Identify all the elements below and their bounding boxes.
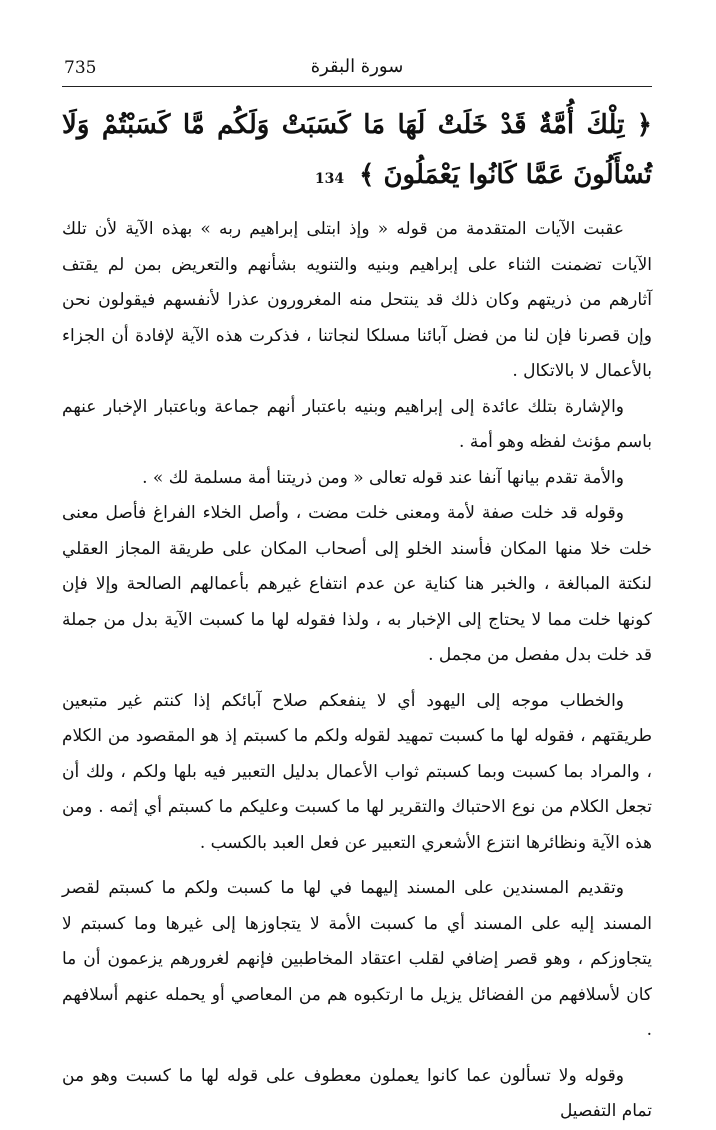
- quran-verse: [62, 100, 652, 204]
- verse-number: 134: [314, 171, 345, 187]
- page-header: [62, 52, 652, 87]
- commentary-body: [62, 212, 652, 1130]
- surah-title: سورة البقرة: [310, 56, 404, 77]
- paragraph: والخطاب موجه إلى اليهود أي لا ينفعكم صلاح آبائكم إذا كنتم غير متبعين طريقتهم ، فقوله لها ما كسبت تمهيد لقوله ولكم ما كسبتم إذ هو المقصود من الكلام ، والمراد بما كسبت وبما كسبتم ثواب الأعمال بدليل التعبير فيه بلها ولكم ، ولك أن تجعل الكلام من نوع الاحتباك والتقرير لها ما كسبت وعليكم ما كسبتم أي إثمه . ومن هذه الآية ونظائرها انتزع الأشعري التعبير عن فعل العبد بالكسب .: [62, 690, 652, 853]
- paragraph: والأمة تقدم بيانها آنفا عند قوله تعالى « ومن ذريتنا أمة مسلمة لك » .: [142, 467, 624, 488]
- paragraph: وقوله قد خلت صفة لأمة ومعنى خلت مضت ، وأصل الخلاء الفراغ فأصل معنى خلت خلا منها المكان فأسند الخلو إلى أصحاب المكان على طريقة المجاز العقلي لنكتة المبالغة ، والخبر هنا كناية عن عدم انتفاع غيرهم بأعمالهم الصالحة وإلا فإن كونها خلت مما لا يحتاج إلى الإخبار به ، ولذا فقوله لها ما كسبت الآية بدل من جملة قد خلت بدل مفصل من مجمل .: [62, 503, 652, 665]
- paragraph: وقوله ولا تسألون عما كانوا يعملون معطوف على قوله لها ما كسبت وهو من تمام التفصيل: [62, 1065, 652, 1121]
- paragraph: والإشارة بتلك عائدة إلى إبراهيم وبنيه باعتبار أنهم جماعة وباعتبار الإخبار عنهم باسم مؤنث لفظه وهو أمة .: [62, 396, 652, 452]
- verse-text: ﴿ تِلْكَ أُمَّةٌ قَدْ خَلَتْ لَهَا مَا كَسَبَتْ وَلَكُم مَّا كَسَبْتُمْ وَلَا تُسْأَلُونَ عَمَّا كَانُوا يَعْمَلُونَ ﴾: [62, 110, 652, 190]
- page-number: 735: [64, 58, 97, 78]
- paragraph: وتقديم المسندين على المسند إليهما في لها ما كسبت ولكم ما كسبتم لقصر المسند إليه على المسند أي ما كسبت الأمة لا يتجاوزها إلى غيرها وما كسبتم لا يتجاوزكم ، وهو قصر إضافي لقلب اعتقاد المخاطبين فإنهم لغرورهم يزعمون أن ما كان لأسلافهم من الفضائل يزيل ما ارتكبوه هم من المعاصي أو يحمله عنهم أسلافهم .: [62, 878, 652, 1040]
- paragraph: عقبت الآيات المتقدمة من قوله « وإذ ابتلى إبراهيم ربه » بهذه الآية لأن تلك الآيات تضمنت الثناء على إبراهيم وبنيه والتنويه بشأنهم والتعريض بمن لم يقتف آثارهم من ذريتهم وكان ذلك قد ينتحل منه المغرورون عذرا لأنفسهم فيقولون نحن وإن قصرنا فإن لنا من فضل آبائنا مسلكا لنجاتنا ، فذكرت هذه الآية لإفادة أن الجزاء بالأعمال لا بالاتكال .: [62, 219, 652, 381]
